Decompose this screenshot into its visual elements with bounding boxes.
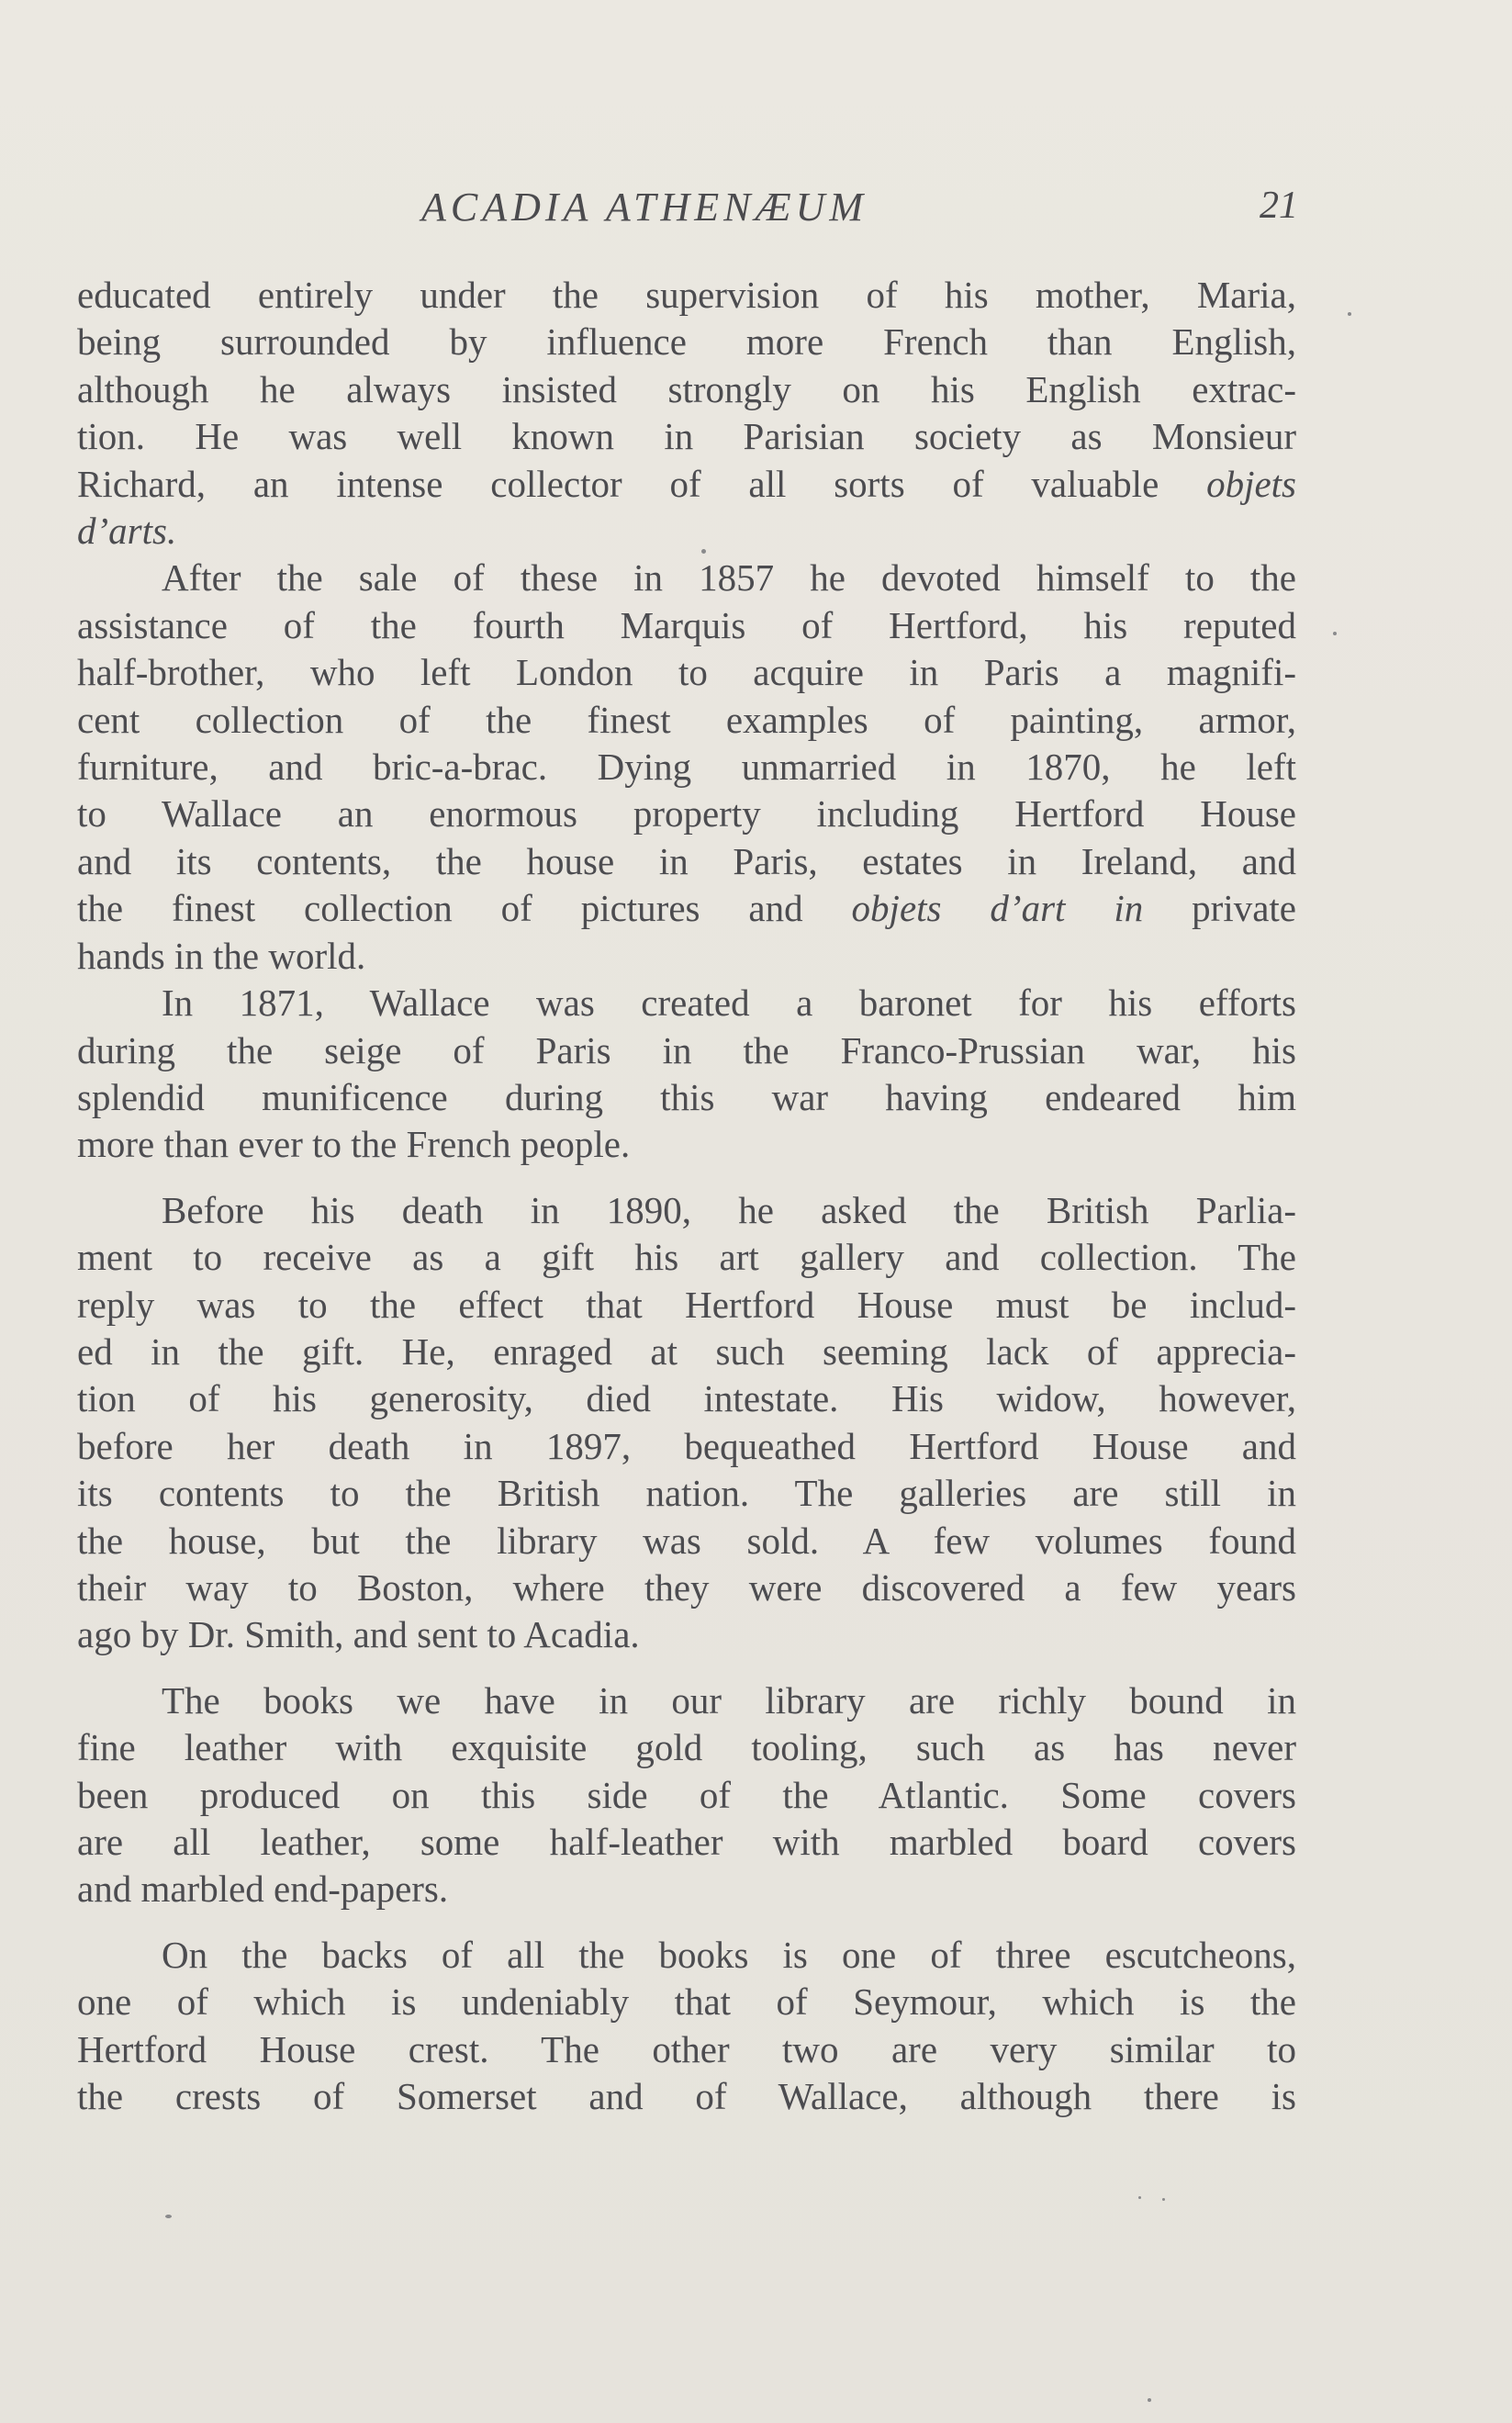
text-line: cent collection of the finest examples of painting, armor, xyxy=(77,698,1296,741)
text-line: Richard, an intense collector of all sorts of valuable objets xyxy=(77,462,1296,505)
text-line: splendid munificence during this war having endeared him xyxy=(77,1075,1296,1118)
text-line: the house, but the library was sold. A few volumes found xyxy=(77,1519,1296,1562)
italic-text: d’arts. xyxy=(77,510,177,553)
page-body xyxy=(77,272,1296,2120)
text-line: On the backs of all the books is one of three escutcheons, xyxy=(162,1933,1296,1976)
italic-text: objets d’art in xyxy=(851,887,1144,930)
text-line: In 1871, Wallace was created a baronet for his efforts xyxy=(162,982,1296,1025)
running-title: ACADIA ATHENÆUM xyxy=(421,185,868,230)
text-line: hands in the world. xyxy=(77,934,366,977)
page-number: 21 xyxy=(1260,185,1298,227)
text-line: during the seige of Paris in the Franco-Prussian war, his xyxy=(77,1028,1296,1071)
text-line: The books we have in our library are richly bound in xyxy=(162,1678,1296,1722)
text-line: assistance of the fourth Marquis of Hertford, his reputed xyxy=(77,603,1296,646)
paper-speck xyxy=(1333,632,1337,635)
paper-speck xyxy=(1162,2198,1165,2201)
paper-speck xyxy=(701,549,706,554)
text-line: Hertford House crest. The other two are very similar to xyxy=(77,2027,1296,2070)
text-line: reply was to the effect that Hertford House must be includ- xyxy=(77,1283,1296,1326)
paper-speck xyxy=(1148,2398,1151,2402)
text-line: one of which is undeniably that of Seymour, which is the xyxy=(77,1980,1296,2024)
text-line: ment to receive as a gift his art gallery and collection. The xyxy=(77,1236,1296,1279)
text-line: and its contents, the house in Paris, estates in Ireland, and xyxy=(77,839,1296,882)
paragraph-4 xyxy=(77,1187,1296,1659)
page-header xyxy=(77,184,1298,239)
text-line: the crests of Somerset and of Wallace, although there is xyxy=(77,2075,1296,2118)
text-line: being surrounded by influence more French than English, xyxy=(77,320,1296,364)
text-line: After the sale of these in 1857 he devoted himself to the xyxy=(162,556,1296,600)
paragraph-gap xyxy=(77,1659,1296,1677)
text-line: before her death in 1897, bequeathed Hertford House and xyxy=(77,1424,1296,1467)
text-line: are all leather, some half-leather with marbled board covers xyxy=(77,1821,1296,1863)
paragraph-6 xyxy=(77,1932,1296,2121)
text-line: the finest collection of pictures and objets d’art in private xyxy=(77,887,1296,930)
text-line: ago by Dr. Smith, and sent to Acadia. xyxy=(77,1613,640,1656)
paper-speck xyxy=(1348,312,1351,316)
text-line: tion of his generosity, died intestate. His widow, however, xyxy=(77,1377,1296,1420)
text-line: their way to Boston, where they were discovered a few years xyxy=(77,1565,1296,1609)
text-line: been produced on this side of the Atlantic. Some covers xyxy=(77,1773,1296,1816)
text-line: Before his death in 1890, he asked the British Parlia- xyxy=(162,1188,1296,1231)
paragraph-gap xyxy=(77,1913,1296,1932)
text-line: fine leather with exquisite gold tooling, such as has never xyxy=(77,1726,1296,1769)
text-line: to Wallace an enormous property including Hertford House xyxy=(77,792,1296,836)
paragraph-5 xyxy=(77,1677,1296,1913)
text-line: and marbled end-papers. xyxy=(77,1868,449,1911)
text-line: half-brother, who left London to acquire in Paris a magnifi- xyxy=(77,651,1296,694)
italic-text: objets xyxy=(1206,462,1296,505)
paper-speck xyxy=(165,2215,172,2218)
text-line: educated entirely under the supervision of his mother, Maria, xyxy=(77,274,1296,316)
paragraph-2 xyxy=(77,555,1296,980)
text-line: although he always insisted strongly on his English extrac- xyxy=(77,367,1296,410)
text-line: tion. He was well known in Parisian society as Monsieur xyxy=(77,415,1296,458)
paper-speck xyxy=(1138,2196,1141,2199)
paragraph-3 xyxy=(77,980,1296,1169)
text-line: more than ever to the French people. xyxy=(77,1123,631,1166)
text-line: furniture, and bric-a-brac. Dying unmarried in 1870, he left xyxy=(77,746,1296,789)
paragraph-gap xyxy=(77,1169,1296,1187)
text-line: ed in the gift. He, enraged at such seeming lack of apprecia- xyxy=(77,1329,1296,1373)
text-line: its contents to the British nation. The galleries are still in xyxy=(77,1472,1296,1515)
text-line xyxy=(77,508,1296,555)
paragraph-1 xyxy=(77,272,1296,555)
